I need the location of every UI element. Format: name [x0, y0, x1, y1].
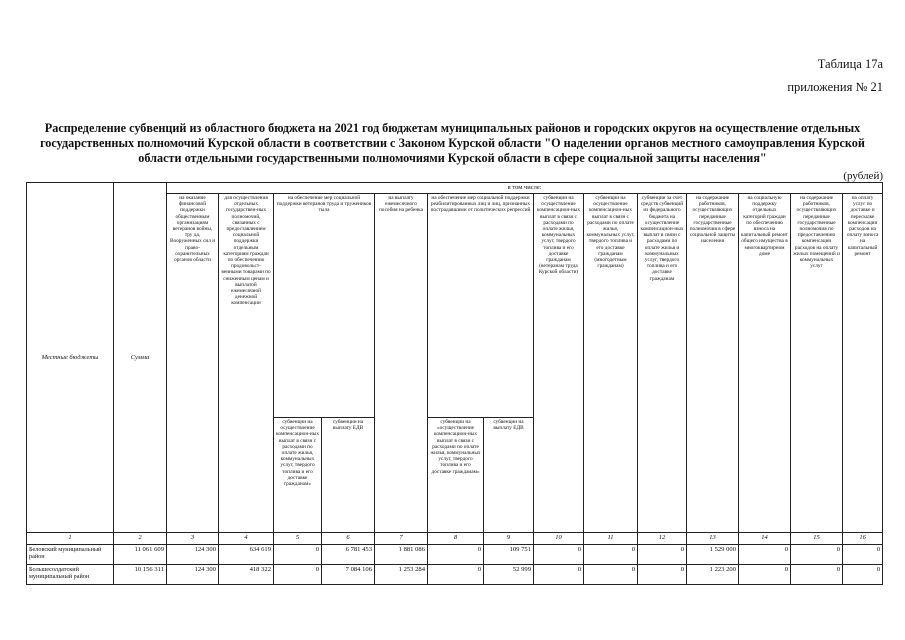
column-number: 10 [534, 533, 584, 545]
header-col-12: субвенции за счет средств субвенций из федерального бюджета на осуществление компенсацион-ных выплат в связи с расходами по оплате жилья и коммунальных услуг, твердого топлива и его доставке гражданам [638, 194, 687, 533]
column-number: 8 [428, 533, 484, 545]
cell-value: 0 [584, 565, 638, 585]
cell-value: 109 751 [484, 545, 534, 565]
cell-value: 634 619 [219, 545, 274, 565]
column-number: 1 [27, 533, 114, 545]
units-label: (рублей) [843, 170, 883, 182]
cell-value: 124 300 [167, 545, 219, 565]
column-number: 2 [114, 533, 167, 545]
cell-value: 6 781 453 [322, 545, 375, 565]
header-including: в том числе: [167, 183, 883, 194]
row-budget-name: Беловский муниципальный район [27, 545, 114, 565]
column-number: 6 [322, 533, 375, 545]
column-number: 5 [274, 533, 322, 545]
cell-value: 52 999 [484, 565, 534, 585]
header-col-14: на социальную поддержку отдельных категорий граждан по обеспечению взноса на капитальный ремонт общего имущества в многоквартирном доме [739, 194, 791, 533]
header-col-3: на оказание финансовой поддержки общественным организациям ветеранов войны, тру да, Вооруженных сил и право-охранительных органов области [167, 194, 219, 533]
header-col-15: на содержание работников, осуществляющих переданные государственные полномочия по предоставлению компенсации расходов на оплату жилых помещений и коммунальных услуг [791, 194, 843, 533]
cell-value: 0 [843, 545, 883, 565]
cell-value: 0 [739, 565, 791, 585]
header-col-8: субвенции на «осуществление компенсацион-ных выплат в связи с расходами по оплате жилья, коммунальных услуг, твердого топлива и его доставке гражданам» [428, 418, 484, 533]
cell-value: 1 253 284 [375, 565, 428, 585]
cell-value: 0 [428, 565, 484, 585]
header-col-7: на выплату ежемесячного пособия на ребенка [375, 194, 428, 533]
header-local-budgets: Местные бюджеты [27, 183, 114, 533]
cell-value: 10 156 311 [114, 565, 167, 585]
column-number: 15 [791, 533, 843, 545]
table-row [27, 545, 883, 565]
cell-value: 7 084 106 [322, 565, 375, 585]
cell-value: 0 [584, 545, 638, 565]
header-col-9: субвенции на выплату ЕДВ [484, 418, 534, 533]
column-number: 13 [687, 533, 739, 545]
header-sum: Сумма [114, 183, 167, 533]
column-number: 3 [167, 533, 219, 545]
row-budget-name: Большесолдатский муниципальный район [27, 565, 114, 585]
cell-value: 11 061 609 [114, 545, 167, 565]
cell-value: 0 [638, 565, 687, 585]
cell-value: 1 223 200 [687, 565, 739, 585]
header-group-5-6: на обеспечение мер социальной поддержки ветеранов труда и тружеников тыла [274, 194, 375, 418]
cell-value: 124 300 [167, 565, 219, 585]
cell-value: 0 [428, 545, 484, 565]
column-number: 4 [219, 533, 274, 545]
cell-value: 0 [791, 565, 843, 585]
document-title: Распределение субвенций из областного бюджета на 2021 год бюджетам муниципальных районов и городских округов на осуществление отдельных государственных полномочий Курской области в соответствии с Законом Курской области "О наделении органов местного самоуправления Курской области отдельными государственными полномочиями Курской области в сфере социальной защиты населения" [40, 121, 865, 165]
cell-value: 0 [274, 565, 322, 585]
cell-value: 0 [274, 545, 322, 565]
cell-value: 0 [534, 545, 584, 565]
cell-value: 1 881 086 [375, 545, 428, 565]
cell-value: 0 [739, 545, 791, 565]
cell-value: 418 322 [219, 565, 274, 585]
column-number: 7 [375, 533, 428, 545]
cell-value: 0 [534, 565, 584, 585]
column-number-row [27, 533, 883, 545]
column-number: 9 [484, 533, 534, 545]
appendix-label: приложения № 21 [787, 80, 883, 94]
column-number: 12 [638, 533, 687, 545]
cell-value: 0 [843, 565, 883, 585]
table-row [27, 565, 883, 585]
header-col-4: для осуществления отдельных государствен-ных полномочий, связанных с предоставлением социальной поддержки отдельным категориям граждан по обеспечению продовольст-венными товарами по сниженным ценам и выплатой ежемесячной денежной компенсации [219, 194, 274, 533]
column-number: 16 [843, 533, 883, 545]
header-col-11: субвенции на осуществление компенсацион-ных выплат в связи с расходами по оплате жилья, коммунальных услуг, твердого топлива и его доставке гражданам (многодетным гражданам) [584, 194, 638, 533]
column-number: 14 [739, 533, 791, 545]
column-number: 11 [584, 533, 638, 545]
header-col-10: субвенции на осуществление компенсацион-ных выплат в связи с расходами по оплате жилья, коммунальных услуг, твердого топлива и его доставке гражданам (ветеранам труда Курской области) [534, 194, 584, 533]
header-col-5: субвенции на осуществление компенсацион-ных выплат в связи с расходами по оплате жилья, коммунальных услуг, твердого топлива и его доставке гражданам» [274, 418, 322, 533]
subsidy-table [26, 182, 883, 585]
header-group-8-9: на обеспечение мер социальной поддержки реабилитированных лиц и лиц, признанных пострадавшими от политических репрессий [428, 194, 534, 418]
header-col-16: на оплату услуг по доставке и пересылке компенсации расходов на оплату взноса на капитальный ремонт [843, 194, 883, 533]
cell-value: 0 [638, 545, 687, 565]
cell-value: 0 [791, 545, 843, 565]
header-col-6: субвенции на выплату ЕДВ [322, 418, 375, 533]
cell-value: 1 529 000 [687, 545, 739, 565]
header-col-13: на содержание работников, осуществляющих переданные государственные полномочия в сфере социальной защиты населения [687, 194, 739, 533]
table-number-label: Таблица 17а [817, 57, 883, 71]
